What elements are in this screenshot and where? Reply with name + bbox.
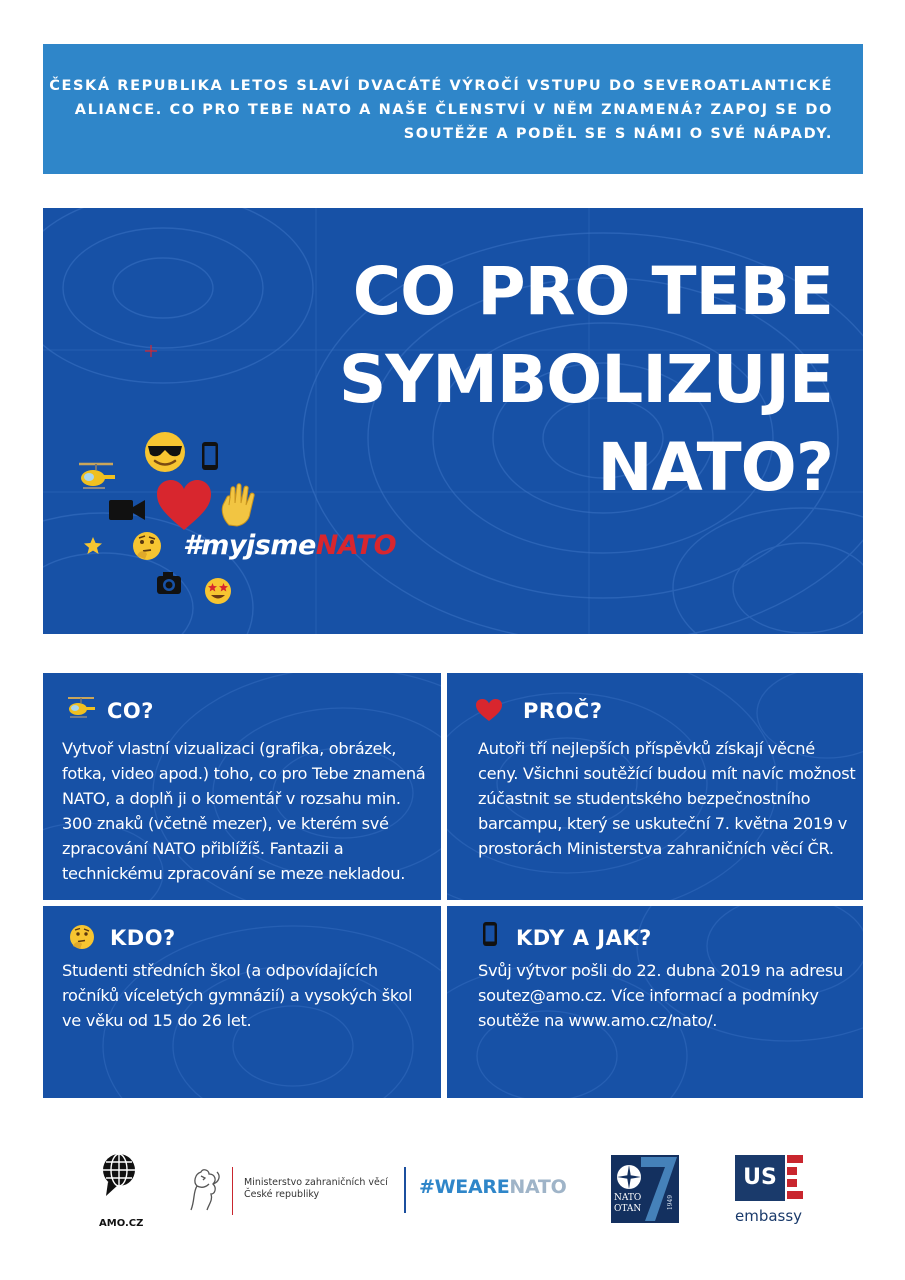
thinking-face-icon	[131, 530, 163, 562]
red-heart-icon	[475, 698, 503, 722]
hashtag-myjsmenato	[183, 530, 396, 561]
card-kdo	[43, 906, 441, 1098]
red-heart-icon	[155, 478, 213, 532]
card-co	[43, 673, 441, 900]
amo-label: AMO.CZ	[99, 1218, 144, 1229]
helicopter-icon	[75, 460, 117, 496]
us-embassy-logo	[735, 1155, 803, 1205]
star-icon	[83, 536, 103, 556]
card-text: Svůj výtvor pošli do 22. dubna 2019 na adresu soutez@amo.cz. Více informací a podmínky soutěže na www.amo.cz/nato/.	[478, 961, 843, 1030]
mobile-phone-icon	[200, 440, 220, 472]
card-heading: KDO?	[110, 926, 176, 950]
card-text: Autoři tří nejlepších příspěvků získají věcné ceny. Všichni soutěžící budou mít navíc možnost zúčastnit se studentského bezpečnostního barcampu, který se uskuteční 7. května 2019 v prostorách Ministerstva zahraničních věcí ČR.	[478, 739, 856, 858]
video-camera-icon	[107, 496, 147, 524]
helicopter-icon	[65, 695, 97, 723]
amo-logo-icon	[100, 1152, 138, 1200]
card-heading: KDY A JAK?	[516, 926, 652, 950]
intro-banner	[43, 44, 863, 174]
wearenato-logo	[419, 1176, 566, 1198]
thinking-face-icon	[68, 923, 96, 951]
hero-title-line: CO PRO TEBE	[352, 253, 833, 330]
wearenato-part1: #WEARE	[419, 1176, 510, 1198]
card-text: Vytvoř vlastní vizualizaci (grafika, obrázek, fotka, video apod.) toho, co pro Tebe znamená NATO, a doplň ji o komentář v rozsahu min. 300 znaků (včetně mezer), ve kterém své zpracování NATO přiblížíš. Fantazii a technickému zpracování se meze nekladou.	[62, 739, 426, 883]
hero-panel	[43, 208, 863, 634]
hero-title	[339, 248, 833, 512]
card-kdy	[447, 906, 863, 1098]
camera-icon	[155, 570, 183, 596]
mzv-divider	[232, 1167, 233, 1215]
mzv-line: České republiky	[244, 1189, 320, 1200]
hashtag-prefix: #myjsme	[183, 530, 316, 561]
embassy-label: embassy	[735, 1207, 803, 1225]
czech-lion-emblem-icon	[183, 1166, 223, 1214]
card-proc	[447, 673, 863, 900]
sunglasses-emoji-icon	[143, 430, 187, 474]
flag-stripes-icon	[787, 1155, 803, 1201]
hero-title-line: NATO?	[597, 429, 833, 506]
card-text: Studenti středních škol (a odpovídajících ročníků víceletých gymnázií) a vysokých škol ve věku od 15 do 26 let.	[62, 961, 413, 1030]
us-label: US	[735, 1155, 785, 1201]
mzv-line: Ministerstvo zahraničních věcí	[244, 1177, 388, 1188]
raised-hand-icon	[219, 483, 259, 527]
intro-text: ČESKÁ REPUBLIKA LETOS SLAVÍ DVACÁTÉ VÝROČÍ VSTUPU DO SEVEROATLANTICKÉ ALIANCE. CO PRO TEBE NATO A NAŠE ČLENSTVÍ V NĚM ZNAMENÁ? ZAPOJ SE DO SOUTĚŽE A PODĚL SE S NÁMI O SVÉ NÁPADY.	[49, 78, 833, 142]
mzv-name	[244, 1177, 388, 1201]
nato-70-logo	[611, 1155, 679, 1223]
nato-years: 1949	[667, 1194, 675, 1211]
wearenato-part2: NATO	[509, 1176, 567, 1198]
card-heading: PROČ?	[523, 699, 603, 723]
nato-otan-label	[614, 1193, 641, 1215]
star-struck-face-icon	[203, 576, 233, 606]
card-heading: CO?	[107, 699, 154, 723]
mobile-phone-icon	[481, 920, 499, 948]
otan-label: OTAN	[614, 1204, 642, 1214]
nato-label: NATO	[614, 1193, 642, 1203]
hashtag-suffix: NATO	[315, 530, 397, 561]
hero-title-line: SYMBOLIZUJE	[338, 341, 833, 418]
wearenato-divider	[404, 1167, 406, 1213]
